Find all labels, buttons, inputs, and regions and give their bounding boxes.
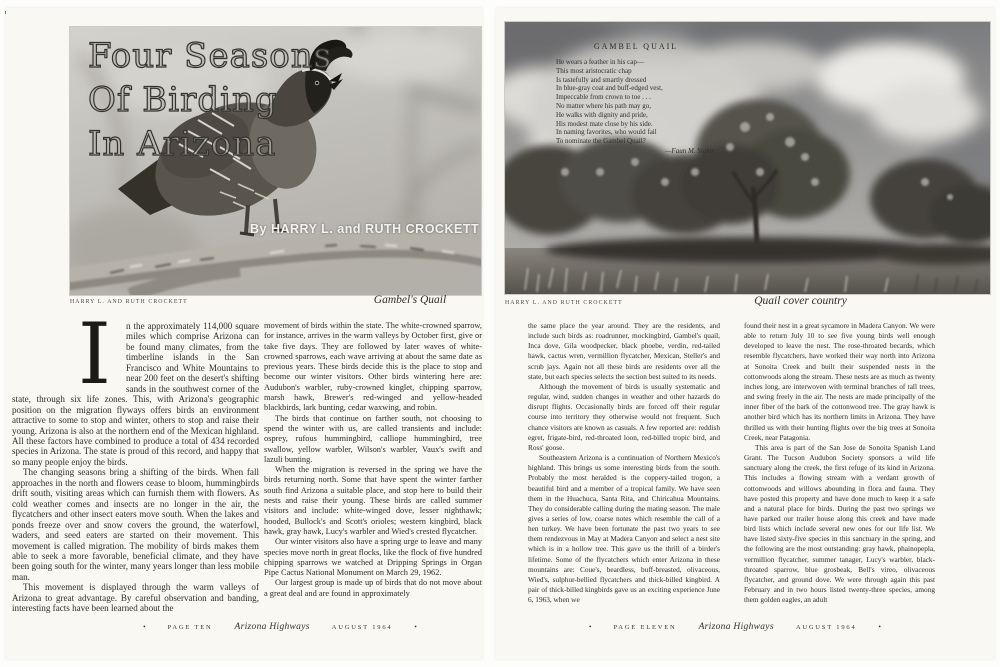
poem-line: He walks with dignity and pride, bbox=[556, 110, 648, 119]
poem-line: This most aristocratic chap bbox=[556, 66, 632, 75]
photo-caption: Quail cover country bbox=[754, 295, 847, 307]
poem-line: In naming favorites, who would fail bbox=[556, 128, 657, 137]
footer-bullet: • bbox=[878, 623, 881, 631]
left-page-column-1 bbox=[12, 321, 259, 621]
title-line: Of Birding bbox=[88, 80, 278, 120]
issue-date: AUGUST 1964 bbox=[795, 624, 857, 631]
paragraph: found their nest in a great sycamore in Madera Canyon. We were able to return July 10 to see five young birds well enough developed to leave the nest. The rose-throated becards, which resemble flycatchers, have worked their way north into Arizona at Sonoita Creek and built their suspended nests in the cottonwoods along the stream. These nests are as much as twenty inches long, are interwoven with terminal branches of tall trees, and swing freely in the air. The nests are made principally of the inner fiber of the bark of the cottonwood tree. The gray hawk is another bird which has its northern limits in Arizona. They have thrilled us with their hunting flights over the big trees at Sonoita Creek, near Patagonia. bbox=[744, 321, 935, 442]
paragraph: This area is part of the San Jose de Sonoita Spanish Land Grant. The Tucson Audubon Society sponsors a wild life sanctuary along the creek, the first refuge of its kind in Arizona. This includes a flowing stream with a verdant growth of cottonwoods and willows abounding in flora and fauna. They have posted this property and have done much to keep it a safe and a natural place for birds. During the past two springs we have parked our trailer house along this creek and have made bird lists which include several new ones for our life list. We have listed sixty-five species in this sanctuary in the spring, and the following are the most outstanding: gray hawk, phainopepla, vermillion flycatcher, summer tanager, Lucy's warbler, black-throated sparrow, blue grosbeak, Bell's vireo, olivaceous flycatcher, and ground dove. We were through again this past February and in two hours listed twenty-three species, among them golden eagles, an adult bbox=[744, 442, 935, 605]
right-page-column-2 bbox=[744, 321, 935, 621]
poem-line: He wears a feather in his cap— bbox=[556, 58, 644, 66]
paragraph: I n the approximately 114,000 square miles which comprise Arizona can be found many climates, from the timberline islands in the San Francisco and White Mountains to near 200 feet on the desert's shifting sands in the southwest corner of the state, through six life zones. This, with Arizona's geographic position on the migration flyways offers birds an environment attractive to some to stop and winter, others to stop and raise their young. Arizona is also at the northern end of the Mexican highland. All these factors have combined to produce a total of 434 recorded species in Arizona. The state is proud of this record, and happy that so many people enjoy the birds. bbox=[12, 321, 259, 467]
magazine-name: Arizona Highways bbox=[234, 622, 310, 632]
poem-title: GAMBEL QUAIL bbox=[593, 42, 679, 51]
paragraph: movement of birds within the state. The white-crowned sparrow, for instance, arrives in the warm valleys by October first, give or take five days. They are followed by later waves of white-crowned sparrows, each wave arriving at about the same date as previous years. These birds decide this is the place to stop and become our winter visitors. Other birds wintering here are: Audubon's warbler, ruby-crowned kinglet, chipping sparrow, marsh hawk, Brewer's red-winged and yellow-headed blackbirds, lark bunting, cedar waxwing, and robin. bbox=[264, 321, 482, 413]
paragraph: This movement is displayed through the warm valleys of Arizona to great advantage. By careful observation and banding, interesting facts have been learned about the bbox=[12, 582, 259, 614]
photo-credit: HARRY L. AND RUTH CROCKETT bbox=[505, 300, 623, 306]
paragraph: Our largest group is made up of birds that do not move about a great deal and are found in approximately bbox=[264, 578, 482, 598]
footer-bullet: • bbox=[414, 623, 417, 631]
paragraph: Although the movement of birds is usually systematic and regular, wind, sudden changes in weather and other hazards do disrupt flights. Occasionally birds are forced off their regular course into territory they otherwise would not frequent. Such chance visitors are known as casuals. A few reported are: reddish egret, frigate-bird, red-throated loon, red-billed tropic bird, and Ross' goose. bbox=[528, 381, 720, 452]
paragraph: Our winter visitors also have a spring urge to leave and many species move north in great flocks, like the flock of five hundred chipping sparrows we watched at Dripping Springs in Organ Pipe Cactus National Monument on March 29, 1962. bbox=[264, 537, 482, 578]
dropcap-box bbox=[12, 321, 126, 403]
left-page-footer bbox=[110, 622, 450, 632]
article-title bbox=[88, 34, 332, 166]
paragraph: The birds that continue on farther south, not choosing to spend the winter with us, are called transients and include: osprey, rufous hummingbird, calliope hummingbird, tree swallow, yellow warbler, Wilson's warbler, Vaux's swift and lazuli bunting. bbox=[264, 413, 482, 464]
quail-poem bbox=[556, 42, 742, 156]
poem-line: His modest mate close by his side. bbox=[556, 119, 653, 128]
poem-line: Is tastefully and smartly dressed bbox=[556, 75, 647, 84]
right-page-footer bbox=[565, 622, 905, 632]
magazine-name: Arizona Highways bbox=[698, 622, 774, 632]
poem-line: To nominate the Gambel Quail? bbox=[556, 137, 646, 146]
title-line: In Arizona bbox=[88, 124, 277, 164]
photo-caption: Gambel's Quail bbox=[373, 294, 447, 306]
title-line: Four Seasons bbox=[88, 36, 333, 76]
poem-line: No matter where his path may go, bbox=[556, 101, 652, 110]
issue-date: AUGUST 1964 bbox=[331, 624, 393, 631]
footer-bullet: • bbox=[143, 623, 146, 631]
paragraph: The changing seasons bring a shifting of the birds. When fall approaches in the north and flowers cease to bloom, hummingbirds drift south, visiting areas which can furnish them with flowers. As cold weather comes and insects are no longer in the air, the flycatchers and other insect eaters move south. When the lakes and ponds freeze over and snow covers the ground, the waterfowl, waders, and seed eaters are started on their movement. This movement is called migration. The mobility of birds makes them able to seek a more favorable, beneficial climate, and they have been going south for the winter, many years longer than less mobile man. bbox=[12, 467, 259, 582]
poem-attribution: —Faun M. Sigler bbox=[665, 146, 714, 155]
right-page-column-1 bbox=[528, 321, 720, 621]
dropcap: I bbox=[77, 321, 111, 403]
poem-line: Impeccable from crown to toe . . . bbox=[556, 93, 651, 102]
article-byline: By HARRY L. and RUTH CROCKETT bbox=[250, 222, 480, 236]
page-number: PAGE TEN bbox=[167, 624, 213, 631]
paragraph: Southeastern Arizona is a continuation of Northern Mexico's highland. This brings us some interesting birds from the south. Probably the most heralded is the coppery-tailed trogon, a beautiful bird and a member of a tropical family. We have seen them in the Huachuca, Santa Rita, and Chiricahua Mountains. They do considerable calling during the mating season. The male gives a series of low, coarse notes which resemble the call of a hen turkey. We have been fortunate the past two years to see them rendezvous in May at Madera Canyon and select a nest site which is in a hollow tree. This gave us the thrill of a birder's lifetime. Some of the flycatchers which enter Arizona in these mountains are: Coue's, beardless, buff-breasted, olivaceous, Wied's, sulphur-bellied flycatchers and thick-billed kingbird. A pair of thick-billed kingbirds gave us an exciting experience June 6, 1963, when we bbox=[528, 453, 720, 605]
left-page-column-2 bbox=[264, 321, 482, 621]
paragraph: When the migration is reversed in the spring we have the birds returning north. Some that have spent the winter farther south find Arizona a suitable place, and stop here to build their nests and raise their young. These birds are called summer visitors and include: white-winged dove, lesser nighthawk; hooded, Bullock's and Scott's orioles; western kingbird, black hawk, gray hawk, Lucy's warbler and Wied's crested flycatcher. bbox=[264, 465, 482, 536]
poem-line: In blue-gray coat and buff-edged vest, bbox=[556, 84, 663, 93]
paragraph: the same place the year around. They are the residents, and include such birds as: roadrunner, mockingbird, Gambel's quail, Inca dove, Gila woodpecker, black phoebe, verdin, red-tailed hawk, cactus wren, vermillion flycatcher, Mexican, Steller's and scrub jays. Again not all these birds are residents over all the state, but each species selects the section best suited to its needs. bbox=[528, 321, 720, 381]
page-number: PAGE ELEVEN bbox=[613, 624, 677, 631]
footer-bullet: • bbox=[589, 623, 592, 631]
photo-credit: HARRY L. AND RUTH CROCKETT bbox=[70, 299, 188, 305]
